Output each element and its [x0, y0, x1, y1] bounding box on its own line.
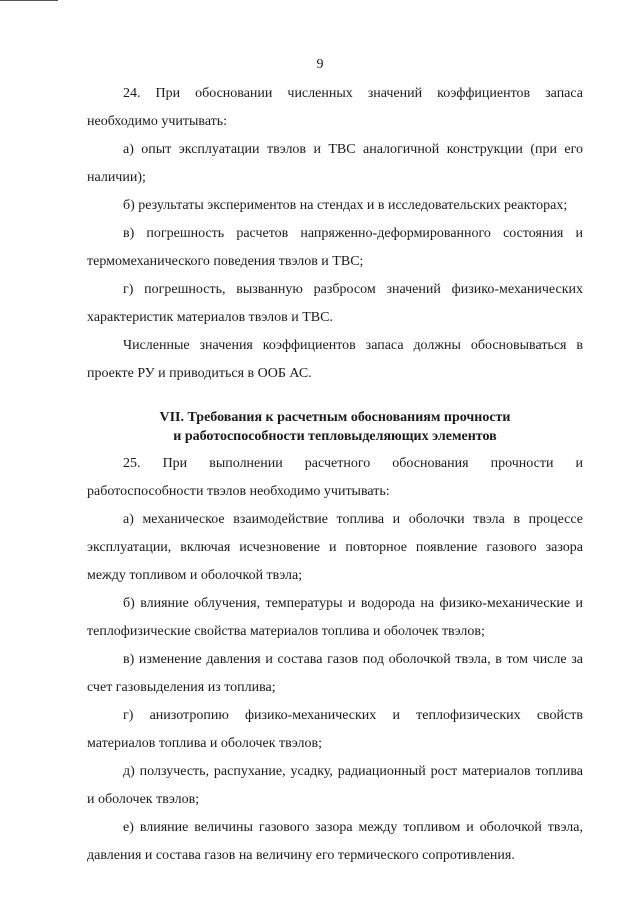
paragraph-24: 24. При обосновании численных значений коэффициентов запаса необходимо учитывать:	[87, 86, 583, 129]
section-heading	[87, 408, 583, 446]
list-item-a-25: а) механическое взаимодействие топлива и оболочки твэла в процессе эксплуатации, включая исчезновение и повторное появление газового зазора между топливом и оболочкой твэла;	[87, 512, 583, 583]
list-item-v-25: в) изменение давления и состава газов под оболочкой твэла, в том числе за счет газовыделения из топлива;	[87, 652, 583, 695]
document-body	[87, 80, 583, 870]
page-number: 9	[316, 57, 324, 72]
list-item-b-25: б) влияние облучения, температуры и водорода на физико-механические и теплофизические свойства материалов топлива и оболочек твэлов;	[87, 596, 583, 639]
paragraph-25: 25. При выполнении расчетного обоснования прочности и работоспособности твэлов необходимо учитывать:	[87, 456, 583, 499]
list-item-g-25: г) анизотропию физико-механических и теплофизических свойств материалов топлива и оболочек твэлов;	[87, 708, 583, 751]
list-item-d-25: д) ползучесть, распухание, усадку, радиационный рост материалов топлива и оболочек твэлов;	[87, 764, 583, 807]
section-heading-line1: VII. Требования к расчетным обоснованиям прочности	[159, 410, 511, 425]
section-heading-line2: и работоспособности тепловыделяющих элементов	[173, 429, 497, 444]
list-item-b: б) результаты экспериментов на стендах и в исследовательских реакторах;	[123, 198, 568, 213]
list-item-e-25: е) влияние величины газового зазора между топливом и оболочкой твэла, давления и состава газов на величину его термического сопротивления.	[87, 820, 583, 863]
list-item-g: г) погрешность, вызванную разбросом значений физико-механических характеристик материалов твэлов и ТВС.	[87, 282, 583, 325]
list-item-a: а) опыт эксплуатации твэлов и ТВС аналогичной конструкции (при его наличии);	[87, 142, 583, 185]
paragraph-coefficients: Численные значения коэффициентов запаса должны обосновываться в проекте РУ и приводиться в ООБ АС.	[87, 338, 583, 381]
scan-edge-mark	[0, 0, 58, 1]
list-item-v: в) погрешность расчетов напряженно-деформированного состояния и термомеханического поведения твэлов и ТВС;	[87, 226, 583, 269]
